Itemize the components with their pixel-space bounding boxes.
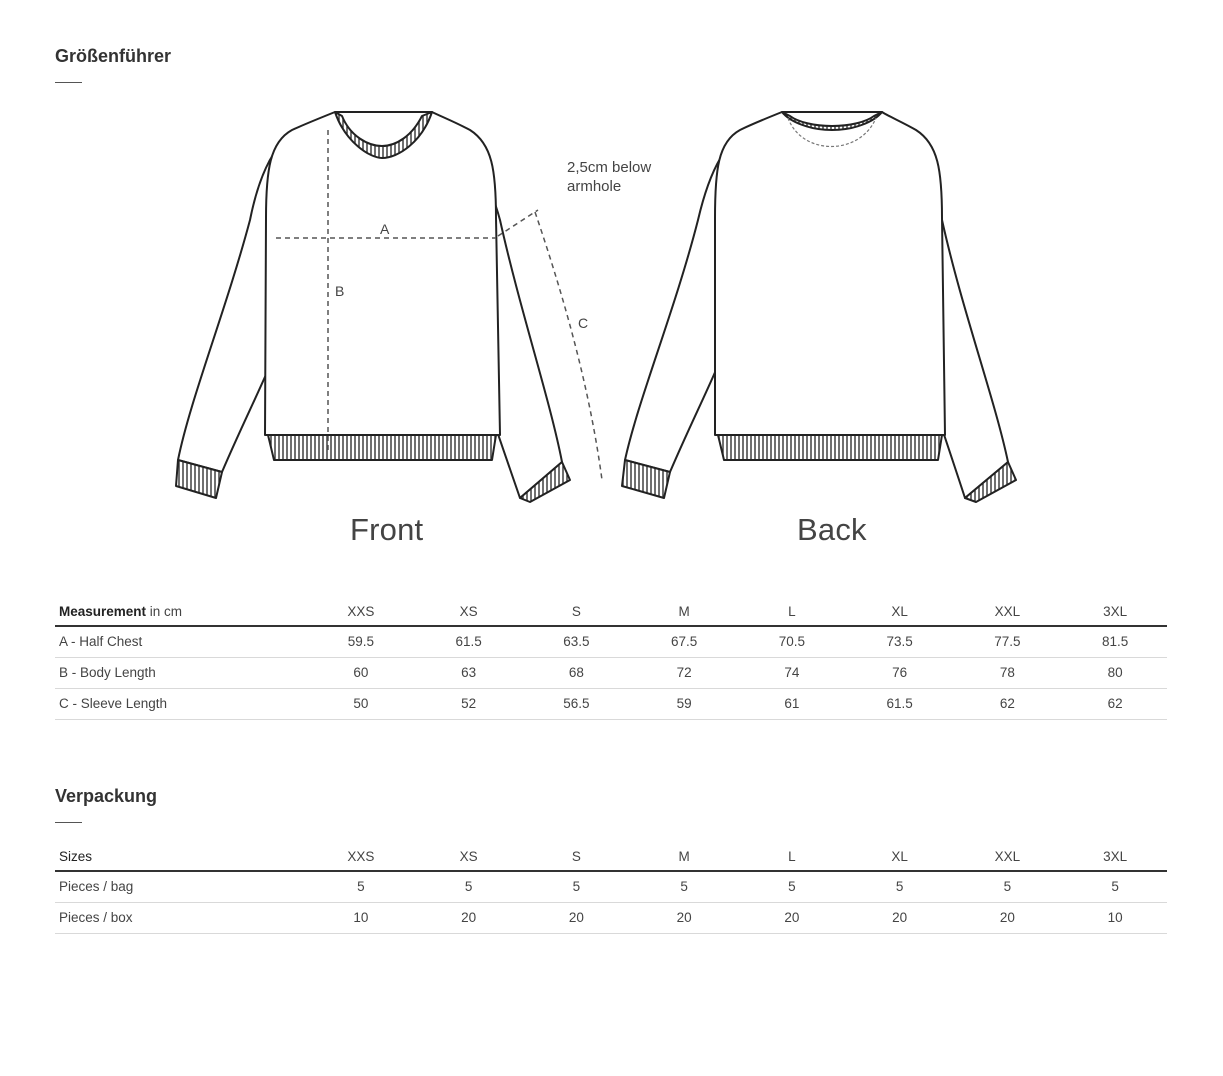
sweatshirt-illustration (170, 100, 1060, 560)
size-header: L (736, 842, 844, 871)
table-cell: 81.5 (1059, 626, 1167, 657)
size-header: M (628, 842, 736, 871)
table-cell: 76 (844, 657, 952, 688)
measurement-header-row (55, 597, 1167, 626)
table-cell: 5 (736, 871, 844, 902)
table-cell: 72 (628, 657, 736, 688)
table-cell: 20 (521, 902, 629, 933)
marker-b: B (335, 283, 345, 299)
table-cell: 5 (413, 871, 521, 902)
packaging-title-underline (55, 822, 82, 823)
table-cell: 56.5 (521, 688, 629, 719)
table-cell: 52 (413, 688, 521, 719)
back-sweatshirt (622, 112, 1016, 502)
marker-c: C (578, 315, 589, 331)
table-cell: 67.5 (628, 626, 736, 657)
table-cell: 77.5 (952, 626, 1060, 657)
size-header: 3XL (1059, 842, 1167, 871)
marker-a: A (380, 221, 390, 237)
table-cell: 73.5 (844, 626, 952, 657)
table-cell: 5 (521, 871, 629, 902)
table-cell: 63.5 (521, 626, 629, 657)
size-header: XXL (952, 842, 1060, 871)
table-cell: 61 (736, 688, 844, 719)
row-label: B - Body Length (55, 657, 305, 688)
table-cell: 62 (1059, 688, 1167, 719)
table-cell: 70.5 (736, 626, 844, 657)
table-cell: 5 (628, 871, 736, 902)
armhole-annotation-line-2: armhole (567, 178, 622, 195)
table-cell: 20 (628, 902, 736, 933)
table-cell: 61.5 (844, 688, 952, 719)
table-row (55, 902, 1167, 933)
table-cell: 5 (1059, 871, 1167, 902)
packaging-title: Verpackung (55, 786, 158, 806)
row-label: C - Sleeve Length (55, 688, 305, 719)
row-label: Pieces / box (55, 902, 305, 933)
table-cell: 20 (844, 902, 952, 933)
packaging-header-label: Sizes (55, 842, 305, 871)
table-cell: 5 (844, 871, 952, 902)
packaging-table (55, 842, 1167, 934)
back-label: Back (797, 512, 867, 547)
size-header: XXS (305, 842, 413, 871)
table-row (55, 688, 1167, 719)
armhole-annotation-line-1: 2,5cm below (567, 159, 652, 176)
table-row (55, 657, 1167, 688)
table-row (55, 871, 1167, 902)
table-cell: 20 (413, 902, 521, 933)
table-cell: 60 (305, 657, 413, 688)
table-cell: 62 (952, 688, 1060, 719)
size-header: XL (844, 842, 952, 871)
front-sweatshirt (176, 112, 570, 502)
table-cell: 74 (736, 657, 844, 688)
table-cell: 63 (413, 657, 521, 688)
table-cell: 78 (952, 657, 1060, 688)
size-header: XXS (305, 597, 413, 626)
table-cell: 10 (1059, 902, 1167, 933)
table-row (55, 626, 1167, 657)
size-header: S (521, 597, 629, 626)
table-cell: 50 (305, 688, 413, 719)
front-label: Front (350, 512, 424, 547)
table-cell: 5 (952, 871, 1060, 902)
row-label: A - Half Chest (55, 626, 305, 657)
table-cell: 59 (628, 688, 736, 719)
size-header: XXL (952, 597, 1060, 626)
size-header: 3XL (1059, 597, 1167, 626)
table-cell: 80 (1059, 657, 1167, 688)
size-header: S (521, 842, 629, 871)
sweatshirt-drawing (170, 100, 1060, 560)
size-header: XL (844, 597, 952, 626)
table-cell: 20 (736, 902, 844, 933)
packaging-header-row (55, 842, 1167, 871)
table-cell: 20 (952, 902, 1060, 933)
measurement-header-label: Measurement in cm (55, 597, 305, 626)
table-cell: 5 (305, 871, 413, 902)
size-header: XS (413, 842, 521, 871)
size-guide-title: Größenführer (55, 46, 172, 66)
size-guide-title-underline (55, 82, 82, 83)
measurement-table (55, 597, 1167, 720)
table-cell: 10 (305, 902, 413, 933)
size-header: L (736, 597, 844, 626)
table-cell: 61.5 (413, 626, 521, 657)
row-label: Pieces / bag (55, 871, 305, 902)
table-cell: 68 (521, 657, 629, 688)
size-header: M (628, 597, 736, 626)
size-header: XS (413, 597, 521, 626)
table-cell: 59.5 (305, 626, 413, 657)
